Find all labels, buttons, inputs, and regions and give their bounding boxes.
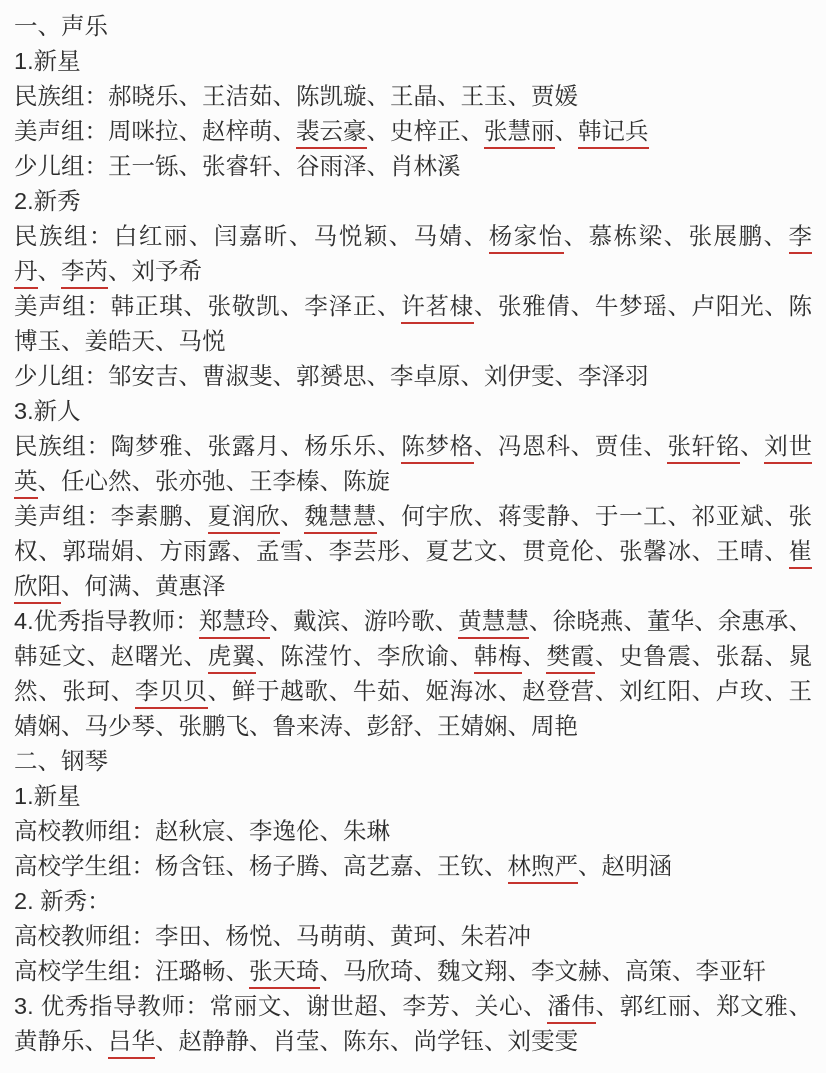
text-run: 、何满、黄惠泽: [61, 573, 226, 599]
underlined-name: 夏润欣: [208, 503, 281, 534]
text-run: 、: [522, 643, 547, 669]
subsection-heading: [14, 184, 812, 219]
underlined-name: 郑慧玲: [199, 608, 270, 639]
text-run: 、何宇欣、蒋雯静、于一工、祁亚斌、张权、郭瑞娟、方雨露、孟雪、李芸彤、夏艺文、贯竟伦、张馨冰、王晴、: [14, 503, 812, 564]
text-run: 高校教师组：赵秋宸、李逸伦、朱琳: [14, 818, 390, 844]
underlined-name: 韩记兵: [578, 118, 649, 149]
underlined-name: 裴云豪: [296, 118, 367, 149]
underlined-name: 李芮: [61, 258, 108, 289]
text-run: 少儿组：王一铄、张睿轩、谷雨泽、肖林溪: [14, 153, 461, 179]
text-run: 、冯恩科、贾佳、: [473, 433, 668, 459]
name-list: [14, 499, 812, 604]
text-run: 、: [554, 118, 578, 144]
underlined-name: 林煦严: [508, 853, 579, 884]
underlined-name: 吕华: [108, 1028, 155, 1059]
subsection-heading: [14, 884, 812, 919]
name-list: [14, 814, 812, 849]
text-run: 、刘予希: [108, 258, 202, 284]
name-list: [14, 849, 812, 884]
underlined-name: 李丹: [14, 223, 812, 289]
text-run: 、陈滢竹、李欣谕、: [256, 643, 474, 669]
underlined-name: 崔欣阳: [14, 538, 812, 604]
name-list: [14, 79, 812, 114]
name-list: [14, 429, 812, 499]
section-heading: [14, 744, 812, 779]
text-run: 、赵静静、肖莹、陈东、尚学钰、刘雯雯: [155, 1028, 578, 1054]
name-list: [14, 219, 812, 289]
underlined-name: 李贝贝: [135, 678, 208, 709]
name-list: [14, 954, 812, 989]
text-run: 、慕栋梁、张展鹏、: [563, 223, 789, 249]
text-run: 2.新秀: [14, 188, 81, 214]
text-run: 3. 优秀指导教师：常丽文、谢世超、李芳、关心、: [14, 993, 548, 1019]
text-run: 2. 新秀：: [14, 888, 111, 914]
underlined-name: 刘世英: [14, 433, 812, 499]
text-run: 美声组：周咪拉、赵梓萌、: [14, 118, 296, 144]
name-list: [14, 989, 812, 1059]
text-run: 3.新人: [14, 398, 81, 424]
text-run: 、赵明涵: [578, 853, 672, 879]
text-run: 、马欣琦、魏文翔、李文赫、高策、李亚轩: [319, 958, 766, 984]
name-list: [14, 919, 812, 954]
section-heading: [14, 9, 812, 44]
underlined-name: 陈梦格: [401, 433, 474, 464]
text-run: 民族组：白红丽、闫嘉昕、马悦颖、马婧、: [14, 223, 489, 249]
name-list: [14, 114, 812, 149]
text-run: 1.新星: [14, 48, 81, 74]
underlined-name: 张轩铭: [667, 433, 740, 464]
text-run: 一、声乐: [14, 13, 108, 39]
subsection-heading: [14, 394, 812, 429]
text-run: 、郭红丽、郑文雅、黄静乐、: [14, 993, 812, 1054]
text-run: 、鲜于越歌、牛茹、姬海冰、赵登营、刘红阳、卢玫、王婧娴、马少琴、张鹏飞、鲁来涛、彭舒、王婧娴、周艳: [14, 678, 812, 739]
underlined-name: 虎翼: [208, 643, 256, 674]
text-run: 、戴滨、游吟歌、: [269, 608, 459, 634]
text-run: 美声组：韩正琪、张敬凯、李泽正、: [14, 293, 402, 319]
text-run: 、: [280, 503, 305, 529]
underlined-name: 张天琦: [249, 958, 320, 989]
text-run: 高校学生组：杨含钰、杨子腾、高艺嘉、王钦、: [14, 853, 508, 879]
text-run: 、徐晓燕、董华、余惠承、韩延文、赵曙光、: [14, 608, 813, 669]
text-run: 、史鲁震、张磊、晁然、张珂、: [14, 643, 812, 704]
text-run: 、: [37, 258, 61, 284]
underlined-name: 魏慧慧: [304, 503, 377, 534]
name-list: [14, 359, 812, 394]
text-run: 、: [740, 433, 765, 459]
underlined-name: 潘伟: [547, 993, 595, 1024]
underlined-name: 韩梅: [474, 643, 522, 674]
subsection-heading: [14, 779, 812, 814]
text-run: 二、钢琴: [14, 748, 108, 774]
text-run: 民族组：郝晓乐、王洁茹、陈凯璇、王晶、王玉、贾媛: [14, 83, 578, 109]
text-run: 少儿组：邹安吉、曹淑斐、郭赟思、李卓原、刘伊雯、李泽羽: [14, 363, 649, 389]
name-list: [14, 604, 812, 744]
name-list: [14, 149, 812, 184]
underlined-name: 许茗棣: [401, 293, 474, 324]
text-run: 、史梓正、: [366, 118, 484, 144]
text-run: 民族组：陶梦雅、张露月、杨乐乐、: [14, 433, 402, 459]
underlined-name: 杨家怡: [489, 223, 564, 254]
text-run: 高校学生组：汪璐畅、: [14, 958, 249, 984]
text-run: 4.优秀指导教师：: [14, 608, 199, 634]
subsection-heading: [14, 44, 812, 79]
underlined-name: 张慧丽: [484, 118, 555, 149]
text-run: 1.新星: [14, 783, 81, 809]
text-run: 高校教师组：李田、杨悦、马萌萌、黄珂、朱若冲: [14, 923, 531, 949]
text-run: 美声组：李素鹏、: [14, 503, 208, 529]
underlined-name: 樊霞: [546, 643, 594, 674]
text-run: 、任心然、张亦弛、王李榛、陈旋: [37, 468, 390, 494]
name-list: [14, 289, 812, 359]
text-run: 、张雅倩、牛梦瑶、卢阳光、陈博玉、姜皓天、马悦: [14, 293, 812, 354]
underlined-name: 黄慧慧: [458, 608, 529, 639]
